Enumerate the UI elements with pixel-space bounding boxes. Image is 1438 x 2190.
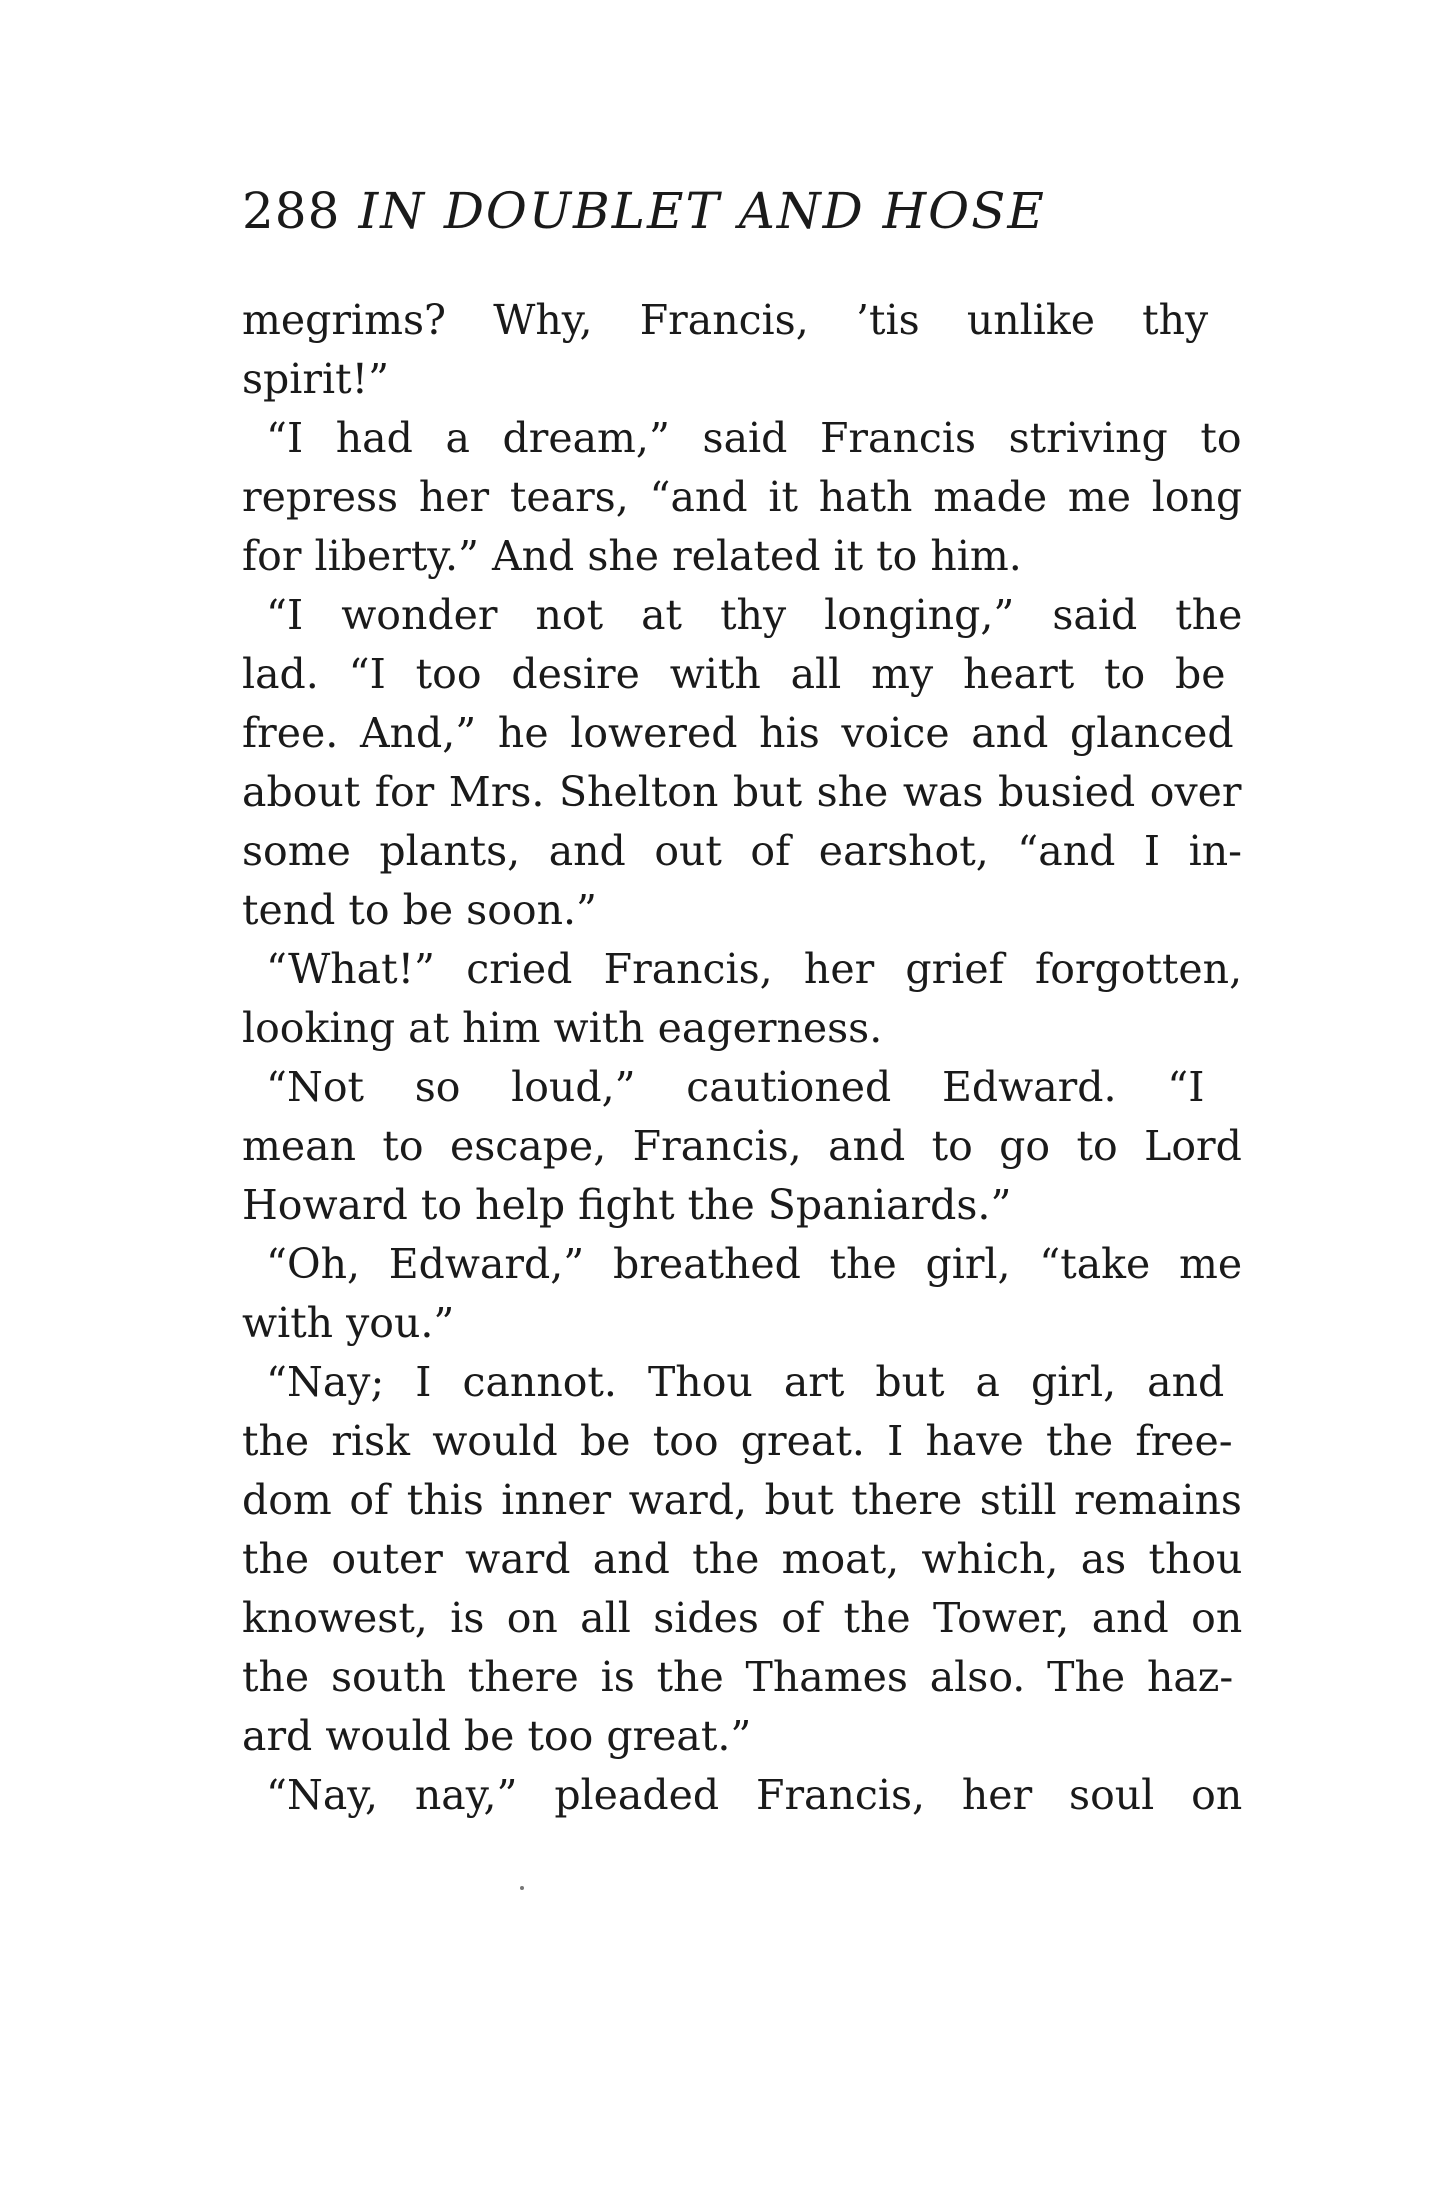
running-title: IN DOUBLET AND HOSE [358,182,1046,240]
text-line: free. And,” he lowered his voice and glanced [242,709,1234,757]
text-line: some plants, and out of earshot, “and I in- [242,827,1242,875]
text-line: megrims? Why, Francis, ’tis unlike thy [242,296,1209,344]
page-number: 288 [242,182,341,240]
text-line: for liberty.” And she related it to him. [242,532,1022,580]
text-line: ard would be too great.” [242,1712,752,1760]
text-line: the outer ward and the moat, which, as thou [242,1535,1243,1583]
page-header [242,182,1046,240]
text-line: the risk would be too great. I have the free- [242,1417,1233,1465]
text-line: with you.” [242,1299,455,1347]
text-line: looking at him with eagerness. [242,1004,883,1052]
text-line: “Nay, nay,” pleaded Francis, her soul on [266,1771,1243,1819]
text-line: “Not so loud,” cautioned Edward. “I [266,1063,1205,1111]
text-line: the south there is the Thames also. The haz- [242,1653,1234,1701]
text-line: dom of this inner ward, but there still remains [242,1476,1242,1524]
text-line: about for Mrs. Shelton but she was busied over [242,768,1242,816]
text-line: “Oh, Edward,” breathed the girl, “take me [266,1240,1243,1288]
text-line: lad. “I too desire with all my heart to be [242,650,1226,698]
text-line: “What!” cried Francis, her grief forgotten, [266,945,1243,993]
print-speck [520,1886,524,1890]
text-line: “I had a dream,” said Francis striving to [266,414,1242,462]
text-line: repress her tears, “and it hath made me long [242,473,1243,521]
text-line: “I wonder not at thy longing,” said the [266,591,1243,639]
text-line: Howard to help fight the Spaniards.” [242,1181,1012,1229]
text-line: spirit!” [242,355,390,403]
text-line: mean to escape, Francis, and to go to Lord [242,1122,1242,1170]
text-line: tend to be soon.” [242,886,597,934]
text-line: knowest, is on all sides of the Tower, and on [242,1594,1243,1642]
text-line: “Nay; I cannot. Thou art but a girl, and [266,1358,1225,1406]
